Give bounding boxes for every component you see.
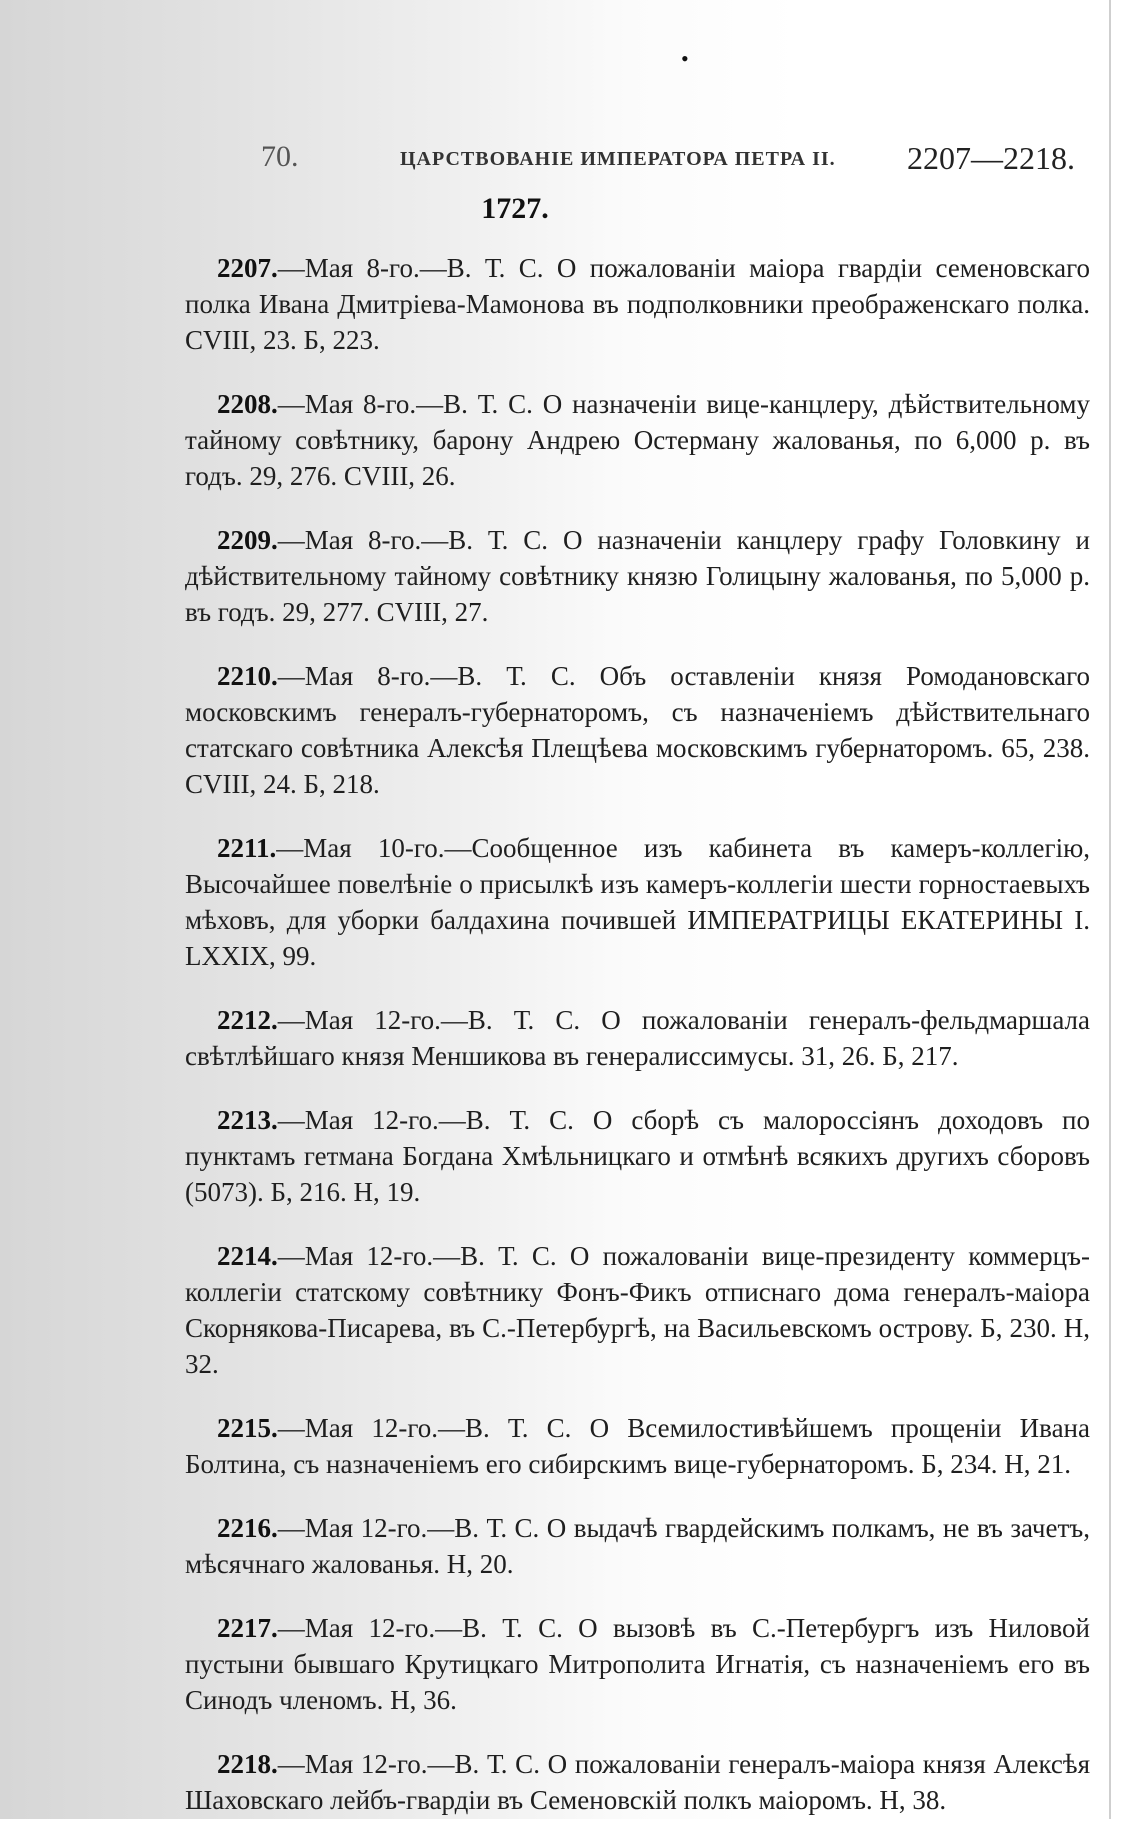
entry-range: 2207—2218. bbox=[907, 140, 1075, 176]
page-edge-rule bbox=[1109, 0, 1111, 1819]
entry-text: —Мая 8-го.—В. Т. С. О пожалованіи маіора гвардіи семеновскаго полка Ивана Дмитріева-Мамонова въ подполковники преображенскаго полка. CVIII, 23. Б, 223. bbox=[185, 253, 1090, 355]
entry-text: —Мая 10-го.—Сообщенное изъ кабинета въ камеръ-коллегію, Высочайшее повелѣніе о присылкѣ изъ камеръ-коллегіи шести горностаевыхъ мѣховъ, для уборки балдахина почившей ИМПЕРАТРИЦЫ ЕКАТЕРИНЫ I. LXXIX, 99. bbox=[185, 833, 1090, 971]
running-title: ЦАРСТВОВАНІЕ ИМПЕРАТОРА ПЕТРА II. bbox=[400, 148, 836, 170]
entry-text: —Мая 12-го.—В. Т. С. О вызовѣ въ С.-Петербургъ изъ Ниловой пустыни бывшаго Крутицкаго Митрополита Игнатія, съ назначеніемъ его въ Синодъ членомъ. Н, 36. bbox=[185, 1613, 1090, 1715]
entry-number: 2210. bbox=[217, 661, 278, 691]
entry-text: —Мая 12-го.—В. Т. С. О пожалованіи генералъ-фельдмаршала свѣтлѣйшаго князя Меншикова въ генералиссимусы. 31, 26. Б, 217. bbox=[185, 1005, 1090, 1071]
entry-text: —Мая 8-го.—В. Т. С. О назначеніи вице-канцлеру, дѣйствительному тайному совѣтнику, барону Андрею Остерману жалованья, по 6,000 р. въ годъ. 29, 276. CVIII, 26. bbox=[185, 389, 1090, 491]
entry-number: 2207. bbox=[217, 253, 278, 283]
entry bbox=[185, 1002, 1090, 1074]
page-number: 70. bbox=[261, 140, 299, 173]
entry-number: 2211. bbox=[217, 833, 277, 863]
entry bbox=[185, 250, 1090, 358]
entry-text: —Мая 12-го.—В. Т. С. О пожалованіи вице-президенту коммерцъ-коллегіи статскому совѣтнику Фонъ-Фикъ отписнаго дома генералъ-маіора Скорнякова-Писарева, въ С.-Петербургѣ, на Васильевскомъ острову. Б, 230. Н, 32. bbox=[185, 1241, 1090, 1379]
page-header bbox=[185, 140, 1075, 180]
entry-number: 2217. bbox=[217, 1613, 278, 1643]
printer-mark: • bbox=[681, 46, 689, 71]
entry-number: 2208. bbox=[217, 389, 278, 419]
entry-number: 2213. bbox=[217, 1105, 278, 1135]
entry-number: 2216. bbox=[217, 1513, 278, 1543]
entry-text: —Мая 12-го.—В. Т. С. О сборѣ съ малороссіянъ доходовъ по пунктамъ гетмана Богдана Хмѣльницкаго и отмѣнѣ всякихъ другихъ сборовъ (5073). Б, 216. Н, 19. bbox=[185, 1105, 1090, 1207]
entry-text: —Мая 12-го.—В. Т. С. О пожалованіи генералъ-маіора князя Алексѣя Шаховскаго лейбъ-гвардіи въ Семеновскій полкъ маіоромъ. Н, 38. bbox=[185, 1749, 1090, 1815]
entry-number: 2218. bbox=[217, 1749, 278, 1779]
entry bbox=[185, 1510, 1090, 1582]
entry bbox=[185, 1746, 1090, 1818]
entry bbox=[185, 522, 1090, 630]
entry-number: 2209. bbox=[217, 525, 278, 555]
entry bbox=[185, 1410, 1090, 1482]
entry bbox=[185, 830, 1090, 974]
entry-text: —Мая 12-го.—В. Т. С. О Всемилостивѣйшемъ прощеніи Ивана Болтина, съ назначеніемъ его сибирскимъ вице-губернаторомъ. Б, 234. Н, 21. bbox=[185, 1413, 1090, 1479]
entry bbox=[185, 658, 1090, 802]
entry-number: 2212. bbox=[217, 1005, 278, 1035]
entry-text: —Мая 12-го.—В. Т. С. О выдачѣ гвардейскимъ полкамъ, не въ зачетъ, мѣсячнаго жалованья. Н, 20. bbox=[185, 1513, 1090, 1579]
year-heading: 1727. bbox=[481, 192, 549, 225]
entry-number: 2214. bbox=[217, 1241, 278, 1271]
entry-text: —Мая 8-го.—В. Т. С. О назначеніи канцлеру графу Головкину и дѣйствительному тайному совѣтнику князю Голицыну жалованья, по 5,000 р. въ годъ. 29, 277. CVIII, 27. bbox=[185, 525, 1090, 627]
entries-list bbox=[185, 250, 1090, 1846]
entry bbox=[185, 386, 1090, 494]
entry bbox=[185, 1610, 1090, 1718]
entry-number: 2215. bbox=[217, 1413, 278, 1443]
entry bbox=[185, 1238, 1090, 1382]
entry bbox=[185, 1102, 1090, 1210]
entry-text: —Мая 8-го.—В. Т. С. Объ оставленіи князя Ромодановскаго московскимъ генералъ-губернаторомъ, съ назначеніемъ дѣйствительнаго статскаго совѣтника Алексѣя Плещѣева московскимъ губернаторомъ. 65, 238. CVIII, 24. Б, 218. bbox=[185, 661, 1090, 799]
